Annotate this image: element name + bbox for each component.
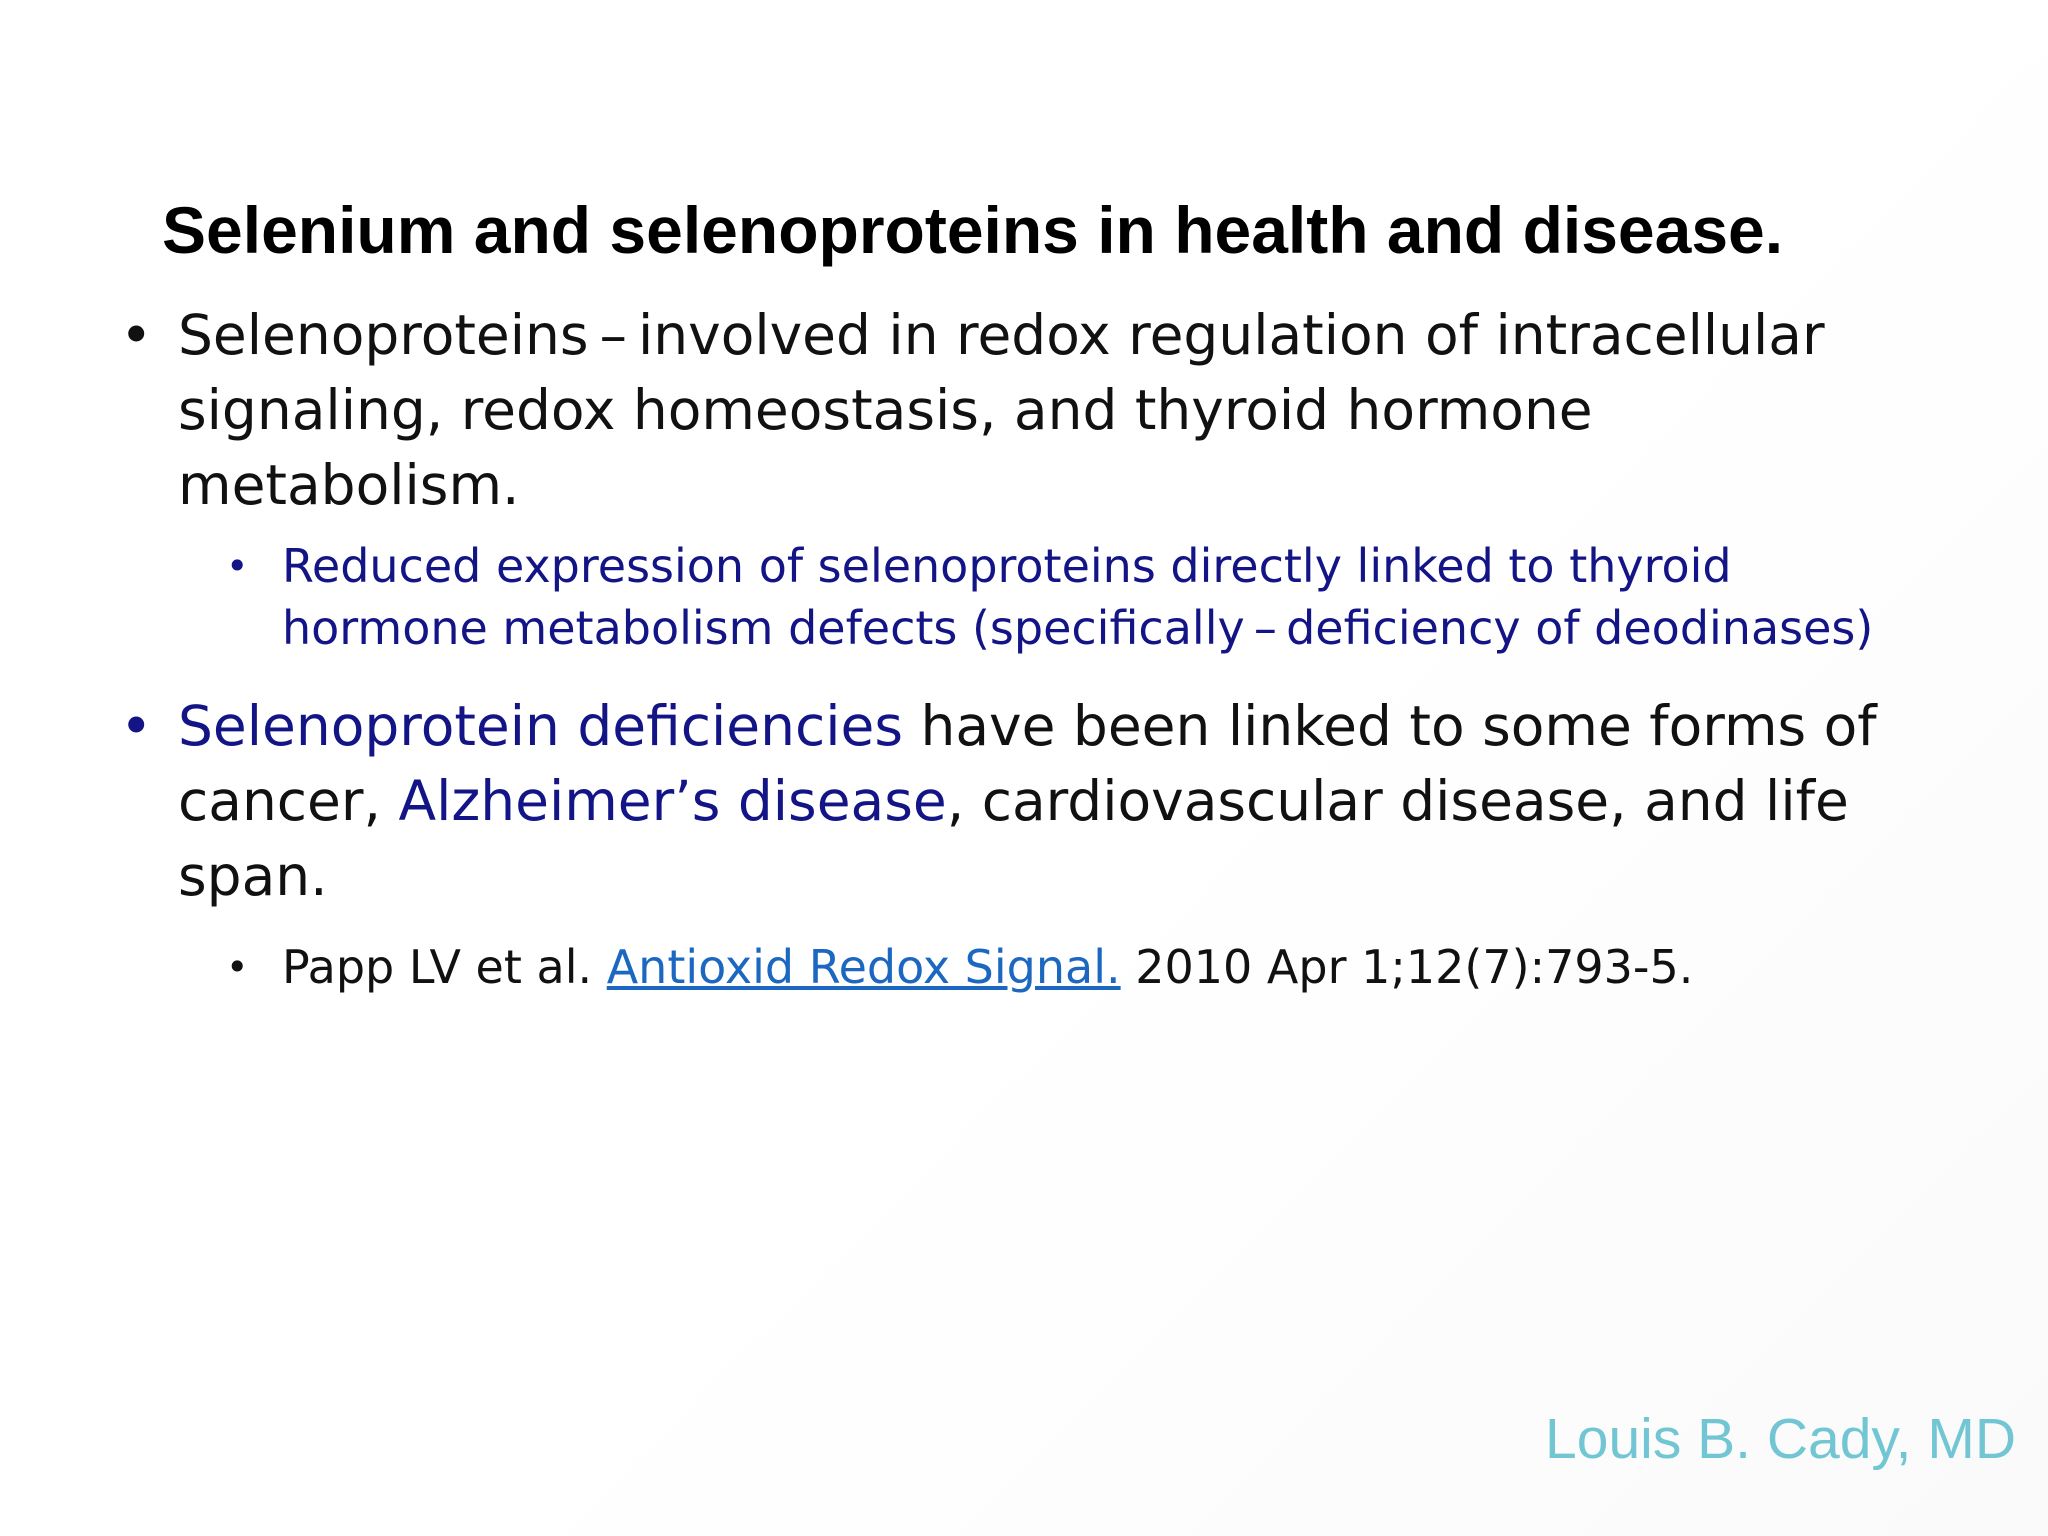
bullet-text: involved in redox regulation of intracellular signaling, redox homeostasis, and thyroid hormone metabolism. [178,303,1825,517]
highlight-selenoprotein-deficiencies: Selenoprotein deficiencies [178,694,903,758]
subbullet-reduced-expression [120,535,1950,659]
bullet-text-term: Selenoproteins [178,303,589,367]
subbullet-dash: – [1253,601,1277,655]
author-signature: Louis B. Cady, MD [1545,1407,2016,1471]
subbullet-text: Reduced expression of selenoproteins directly linked to thyroid hormone metabolism defects (specifically [282,539,1732,655]
journal-link[interactable]: Antioxid Redox Signal. [606,940,1121,994]
citation-details: 2010 Apr 1;12(7):793-5. [1120,940,1694,994]
subbullet-citation [120,936,1950,998]
slide-body [120,298,1950,998]
bullet-dash: – [599,303,628,367]
bullet-dot: • [120,694,153,758]
bullet-selenoproteins [120,298,1950,523]
citation-authors: Papp LV et al. [282,940,607,994]
subbullet-dot: • [226,544,249,588]
bullet-dot: • [120,303,153,367]
slide-title: Selenium and selenoproteins in health and disease. [162,193,1784,267]
highlight-alzheimers: Alzheimer’s disease [398,769,947,833]
bullet-text: have been linked to some forms of cancer, [178,694,1877,833]
bullet-deficiencies [120,689,1950,914]
subbullet-dot: • [226,945,249,989]
bullet-text-end: , cardiovascular disease, and life span. [178,769,1849,908]
subbullet-text-end: deficiency of deodinases) [1286,601,1874,655]
